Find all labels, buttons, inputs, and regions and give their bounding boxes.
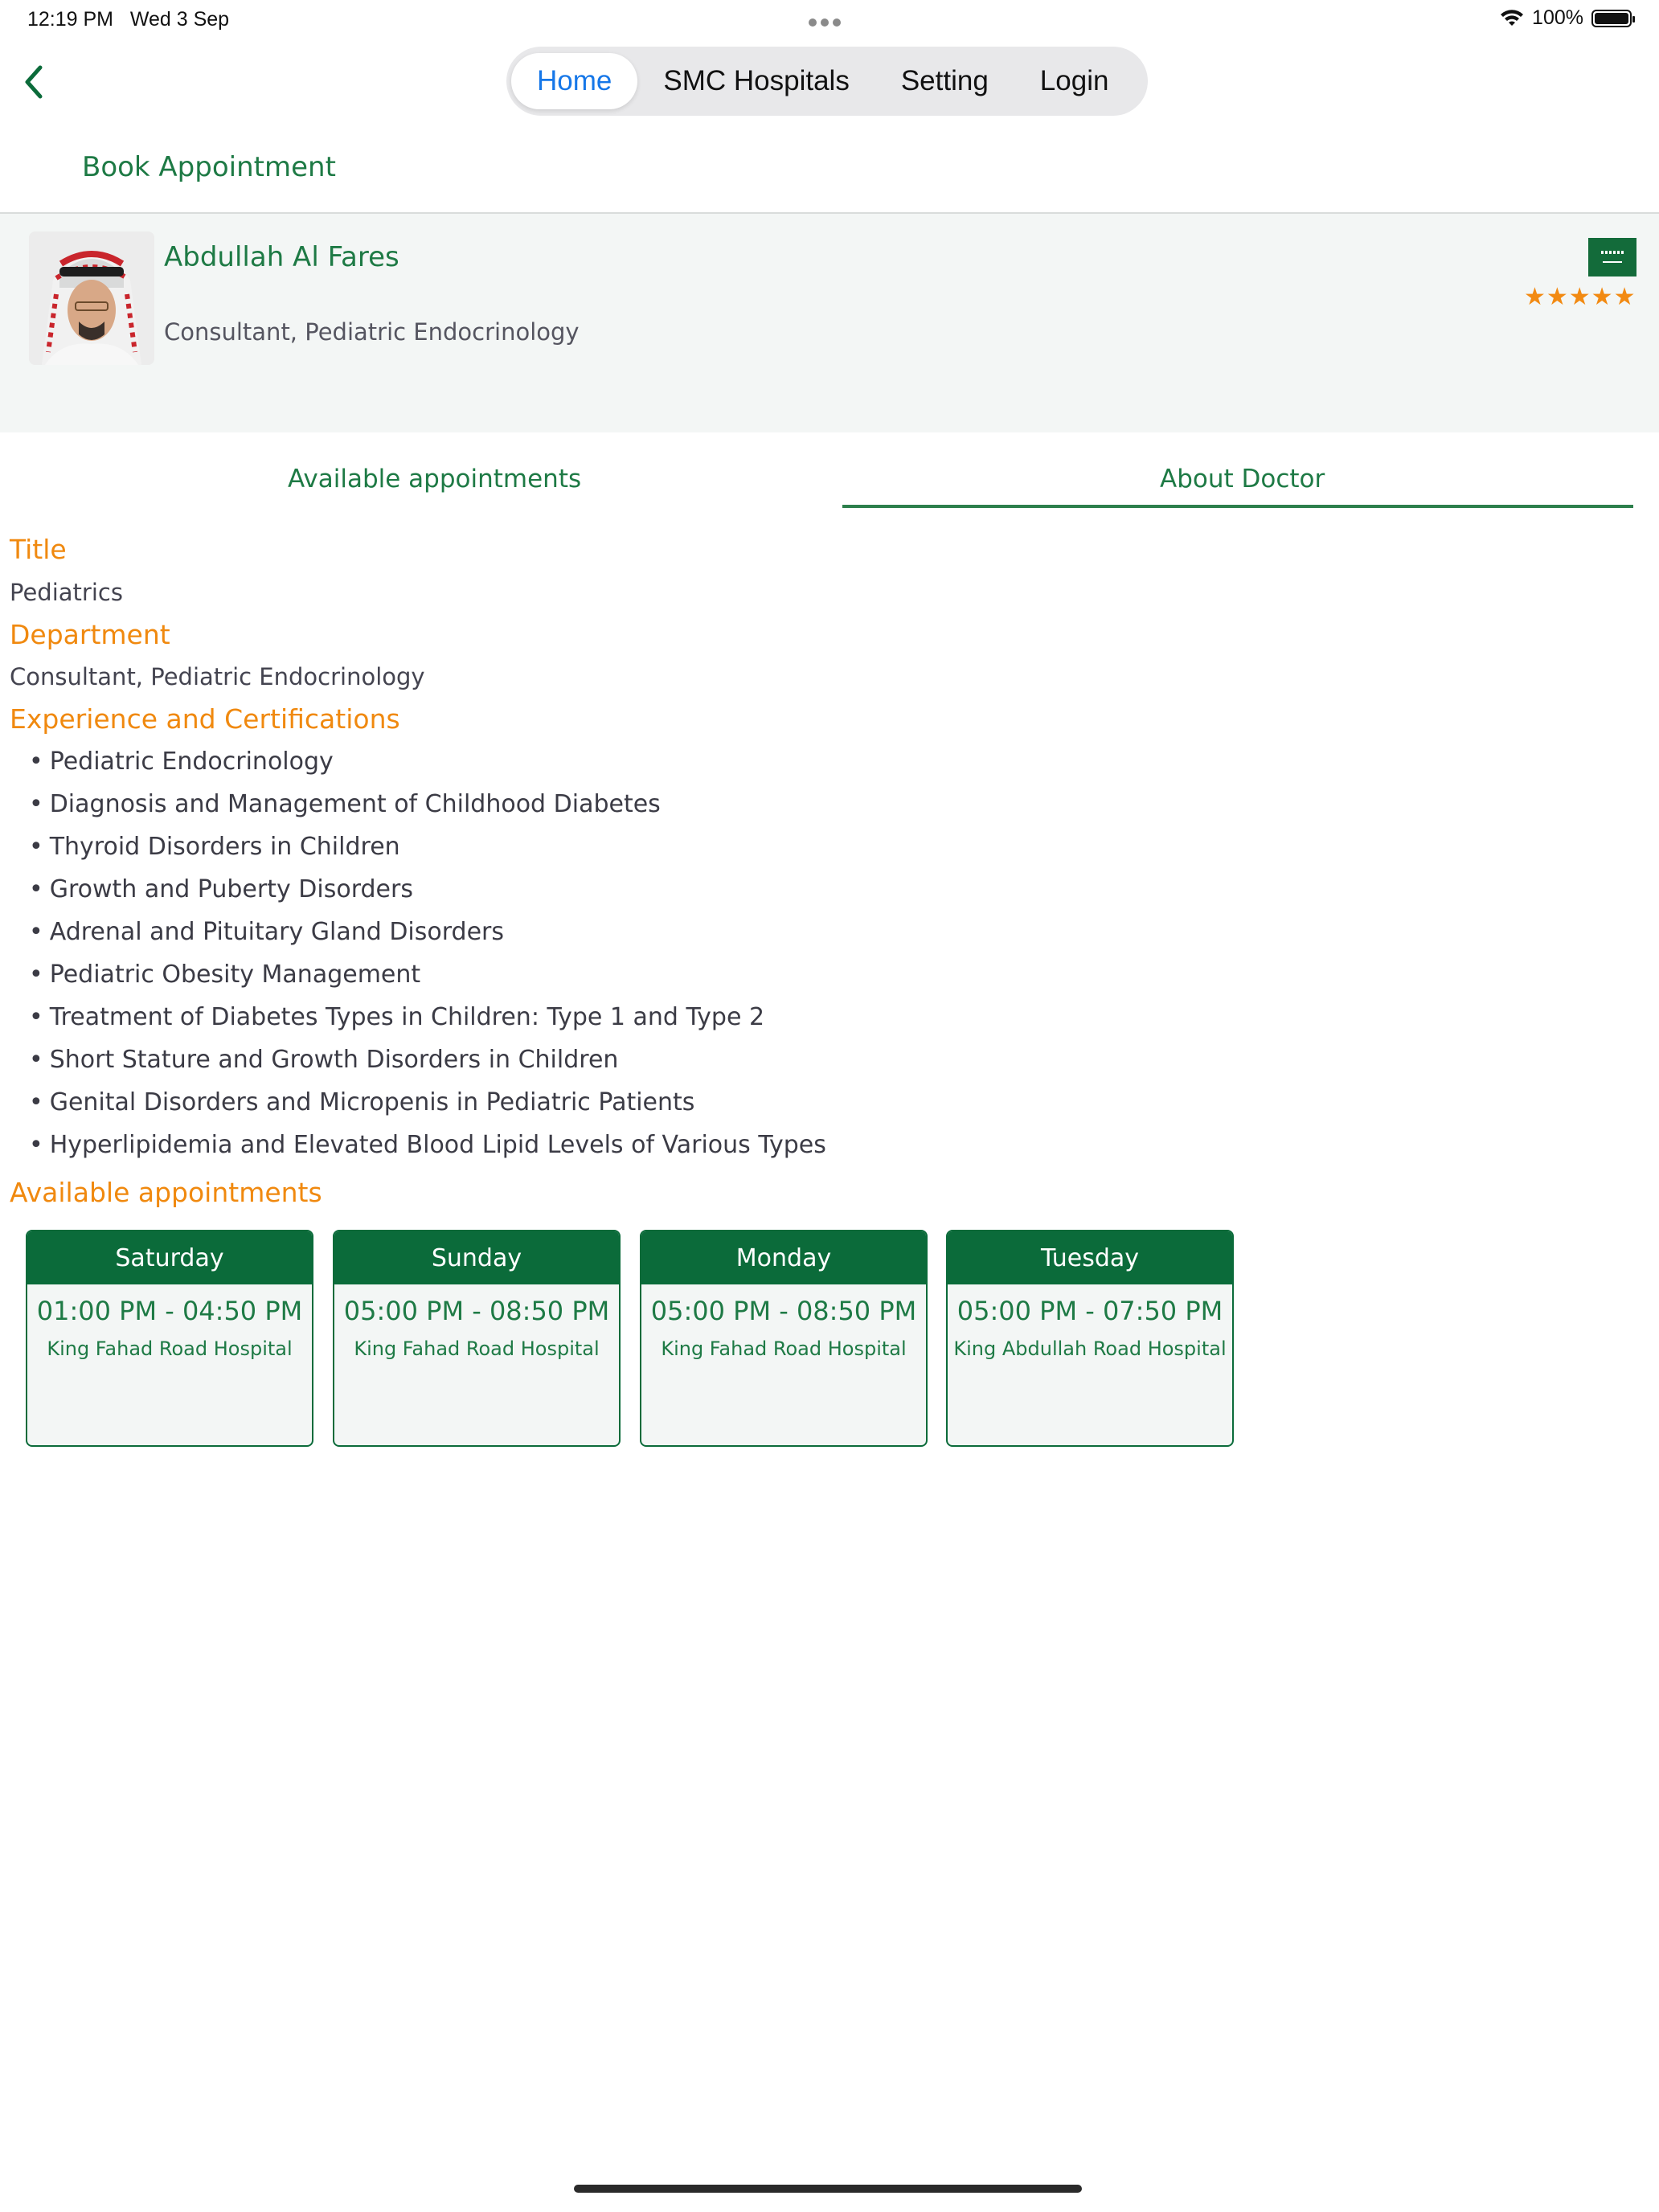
rating-stars: ★★★★★ [1524,283,1636,311]
appointment-day: Tuesday [948,1231,1232,1284]
saudi-flag-icon [1588,238,1636,276]
appointment-location: King Abdullah Road Hospital [953,1337,1227,1360]
segment-home[interactable]: Home [511,53,637,109]
appointment-day: Monday [641,1231,926,1284]
appointment-time: 05:00 PM - 08:50 PM [343,1296,610,1326]
home-indicator[interactable] [574,2185,1082,2193]
experience-heading: Experience and Certifications [10,703,400,735]
multitasking-dots-icon[interactable] [809,14,845,30]
list-item: • Treatment of Diabetes Types in Children: Type 1 and Type 2 [29,1003,765,1031]
doctor-name: Abdullah Al Fares [164,241,399,273]
tab-available-appointments[interactable]: Available appointments [288,465,582,494]
appointment-location: King Fahad Road Hospital [354,1337,600,1360]
appointment-day: Sunday [334,1231,619,1284]
battery-icon [1591,10,1632,27]
top-navigation-segmented-control [506,47,1148,116]
segment-smc-hospitals[interactable]: SMC Hospitals [663,65,850,96]
appointment-day: Saturday [27,1231,312,1284]
list-item: • Short Stature and Growth Disorders in Children [29,1046,619,1074]
list-item: • Pediatric Obesity Management [29,961,421,989]
list-item: • Thyroid Disorders in Children [29,833,400,861]
wifi-icon [1500,9,1524,28]
appointments-heading: Available appointments [10,1177,322,1208]
department-heading: Department [10,619,170,650]
back-chevron-icon[interactable] [16,58,51,106]
status-indicators [1500,6,1632,30]
list-item: • Diagnosis and Management of Childhood Diabetes [29,790,661,818]
status-time: 12:19 PM Wed 3 Sep [27,8,230,31]
list-item: • Pediatric Endocrinology [29,748,334,776]
appointment-location: King Fahad Road Hospital [47,1337,293,1360]
doctor-avatar [29,231,154,365]
tab-about-doctor[interactable]: About Doctor [1160,465,1325,494]
appointment-card-tuesday[interactable] [946,1230,1234,1447]
segment-setting[interactable]: Setting [900,65,989,96]
appointment-location: King Fahad Road Hospital [661,1337,907,1360]
appointment-time: 05:00 PM - 08:50 PM [650,1296,917,1326]
title-heading: Title [10,534,67,565]
appointment-card-sunday[interactable] [333,1230,621,1447]
appointment-time: 01:00 PM - 04:50 PM [36,1296,303,1326]
active-tab-indicator [842,505,1633,508]
page-title: Book Appointment [82,151,336,183]
appointment-time: 05:00 PM - 07:50 PM [956,1296,1223,1326]
department-value: Consultant, Pediatric Endocrinology [10,663,425,690]
list-item: • Hyperlipidemia and Elevated Blood Lipid Levels of Various Types [29,1131,826,1159]
list-item: • Genital Disorders and Micropenis in Pediatric Patients [29,1088,695,1116]
title-value: Pediatrics [10,579,123,606]
battery-percentage: 100% [1532,6,1583,29]
appointment-card-saturday[interactable] [26,1230,313,1447]
appointment-card-monday[interactable] [640,1230,928,1447]
list-item: • Growth and Puberty Disorders [29,875,413,903]
doctor-specialty: Consultant, Pediatric Endocrinology [164,318,580,346]
status-bar [0,0,1659,42]
list-item: • Adrenal and Pituitary Gland Disorders [29,918,505,946]
segment-login[interactable]: Login [1039,65,1109,96]
